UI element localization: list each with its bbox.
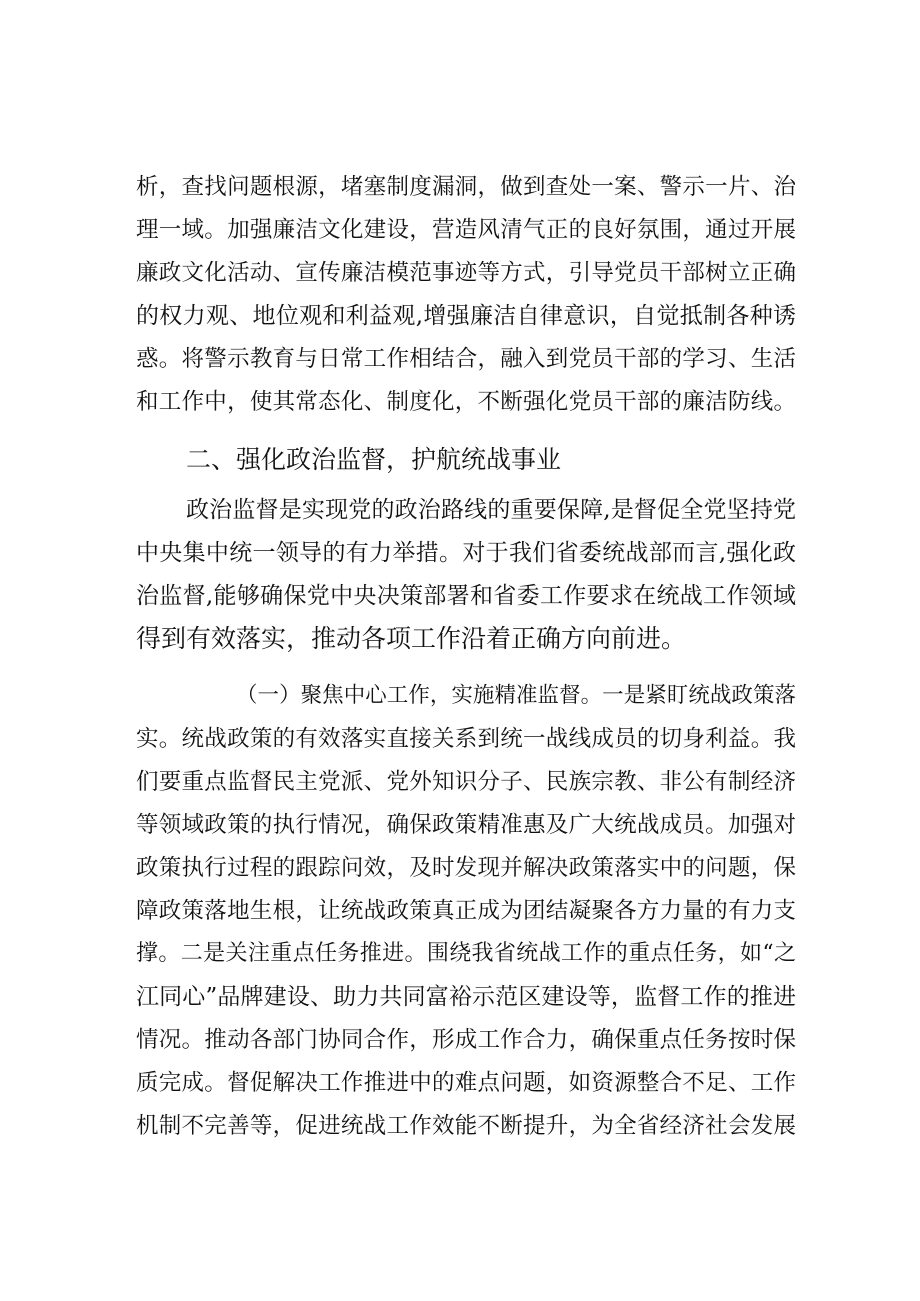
paragraph-line: 质完成。督促解决工作推进中的难点问题，如资源整合不足、工作: [136, 1070, 796, 1096]
paragraph-line: 中央集中统一领导的有力举措。对于我们省委统战部而言,强化政: [136, 540, 796, 566]
paragraph-line: 障政策落地生根，让统战政策真正成为团结凝聚各方力量的有力支: [136, 898, 796, 924]
paragraph-line: 理一域。加强廉洁文化建设，营造风清气正的良好氛围，通过开展: [136, 217, 796, 243]
paragraph-line: 析，查找问题根源，堵塞制度漏洞，做到查处一案、警示一片、治: [136, 174, 796, 200]
paragraph-line: 政治监督是实现党的政治路线的重要保障,是督促全党坚持党: [186, 497, 796, 523]
paragraph-line: 情况。推动各部门协同合作，形成工作合力，确保重点任务按时保: [136, 1027, 796, 1053]
paragraph-line: 惑。将警示教育与日常工作相结合，融入到党员干部的学习、生活: [136, 346, 796, 372]
paragraph-line: 的权力观、地位观和利益观,增强廉洁自律意识，自觉抵制各种诱: [136, 303, 796, 329]
section-heading: 二、强化政治监督，护航统战事业: [186, 445, 562, 474]
paragraph-line: 廉政文化活动、宣传廉洁模范事迹等方式，引导党员干部树立正确: [136, 260, 796, 286]
paragraph-line: 江同心”品牌建设、助力共同富裕示范区建设等，监督工作的推进: [136, 984, 796, 1010]
paragraph-line: 撑。二是关注重点任务推进。围绕我省统战工作的重点任务，如“之: [136, 941, 796, 966]
paragraph-line: 们要重点监督民主党派、党外知识分子、民族宗教、非公有制经济: [136, 769, 796, 795]
paragraph-line: 得到有效落实，推动各项工作沿着正确方向前进。: [136, 624, 687, 653]
paragraph-line: 治监督,能够确保党中央决策部署和省委工作要求在统战工作领域: [136, 583, 796, 609]
paragraph-line: （一）聚焦中心工作，实施精准监督。一是紧盯统战政策落: [236, 683, 796, 708]
paragraph-line: 实。统战政策的有效落实直接关系到统一战线成员的切身利益。我: [136, 726, 796, 752]
paragraph-line: 等领域政策的执行情况，确保政策精准惠及广大统战成员。加强对: [136, 812, 796, 838]
paragraph-line: 和工作中，使其常态化、制度化，不断强化党员干部的廉洁防线。: [136, 389, 796, 415]
paragraph-line: 机制不完善等，促进统战工作效能不断提升，为全省经济社会发展: [136, 1113, 796, 1139]
paragraph-line: 政策执行过程的跟踪问效，及时发现并解决政策落实中的问题，保: [136, 855, 796, 881]
